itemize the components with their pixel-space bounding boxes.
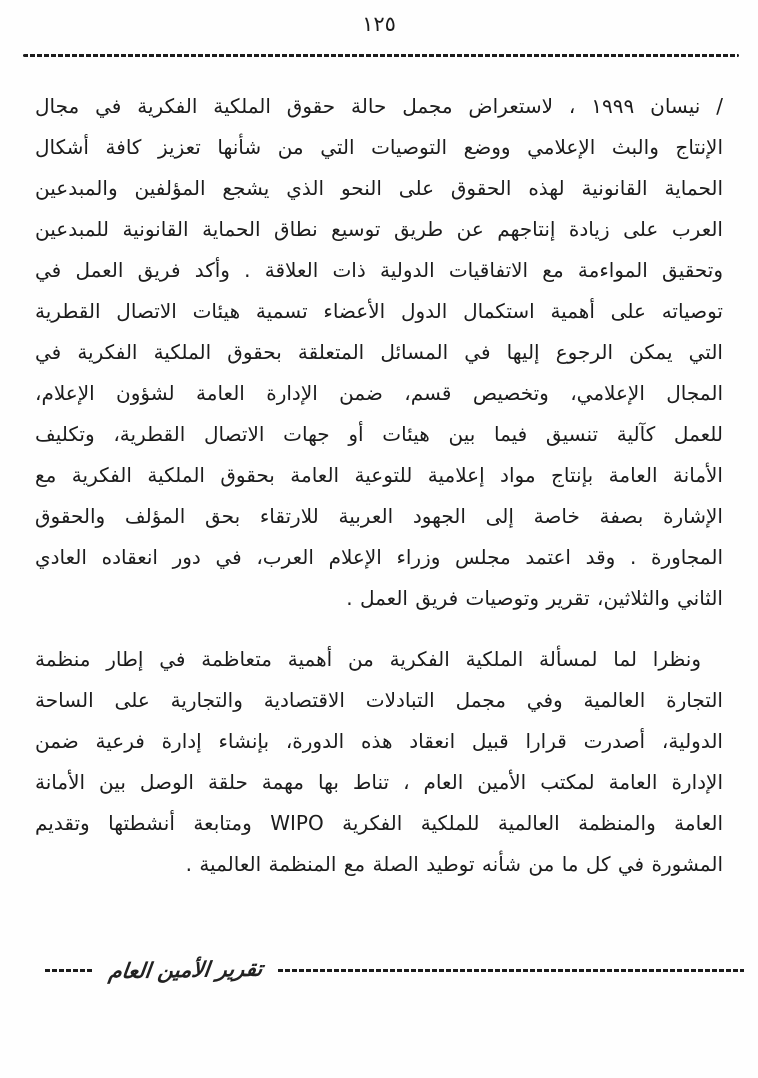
text-line: الأمانة العامة بإنتاج مواد إعلامية للتوعية العامة بحقوق الملكية الفكرية مع [35, 463, 723, 487]
text-line: الإشارة بصفة خاصة إلى الجهود العربية للارتقاء بحق المؤلف والحقوق [35, 504, 723, 528]
text-line: الدولية، أصدرت قرارا قبيل انعقاد هذه الدورة، بإنشاء إدارة فرعية ضمن [35, 729, 723, 753]
text-line: المجاورة . وقد اعتمد مجلس وزراء الإعلام العرب، في دور انعقاده العادي [35, 545, 723, 569]
text-line: المجال الإعلامي، وتخصيص قسم، ضمن الإدارة العامة لشؤون الإعلام، [35, 381, 723, 405]
text-line: ونظرا لما لمسألة الملكية الفكرية من أهمية متعاظمة في إطار منظمة [35, 647, 701, 671]
text-line: / نيسان ١٩٩٩ ، لاستعراض مجمل حالة حقوق الملكية الفكرية في مجال [35, 94, 723, 118]
text-line: للعمل كآلية تنسيق فيما بين هيئات أو جهات الاتصال القطرية، وتكليف [35, 422, 723, 446]
text-line: التجارة العالمية وفي مجمل التبادلات الاقتصادية والتجارية على الساحة [35, 688, 723, 712]
text-line: العرب على زيادة إنتاجهم عن طريق توسيع نطاق الحماية القانونية للمبدعين [35, 217, 723, 241]
footer-long-rule [278, 969, 744, 972]
text-line: الثاني والثلاثين، تقرير وتوصيات فريق العمل . [346, 586, 723, 610]
top-rule [23, 54, 739, 57]
paragraph-2 [35, 639, 723, 885]
footer-short-rule [45, 969, 93, 972]
text-line: توصياته على أهمية استكمال الدول الأعضاء تسمية هيئات الاتصال القطرية [35, 299, 723, 323]
text-block [35, 86, 723, 905]
footer-signature: تقرير الأمين العام [107, 956, 264, 984]
text-line: وتحقيق المواءمة مع الاتفاقيات الدولية ذات العلاقة . وأكد فريق العمل في [35, 258, 723, 282]
page-footer [45, 946, 744, 994]
text-line: المشورة في كل ما من شأنه توطيد الصلة مع المنظمة العالمية . [185, 852, 723, 876]
text-line: العامة والمنظمة العالمية للملكية الفكرية WIPO ومتابعة أنشطتها وتقديم [35, 811, 723, 835]
text-line: الإنتاج والبث الإعلامي ووضع التوصيات التي من شأنها تعزيز كافة أشكال [35, 135, 723, 159]
page-number: ١٢٥ [362, 12, 396, 36]
text-line: الإدارة العامة لمكتب الأمين العام ، تناط بها مهمة حلقة الوصل بين الأمانة [35, 770, 723, 794]
text-line: الحماية القانونية لهذه الحقوق على النحو الذي يشجع المؤلفين والمبدعين [35, 176, 723, 200]
paragraph-1 [35, 86, 723, 619]
text-line: التي يمكن الرجوع إليها في المسائل المتعلقة بحقوق الملكية الفكرية في [35, 340, 723, 364]
